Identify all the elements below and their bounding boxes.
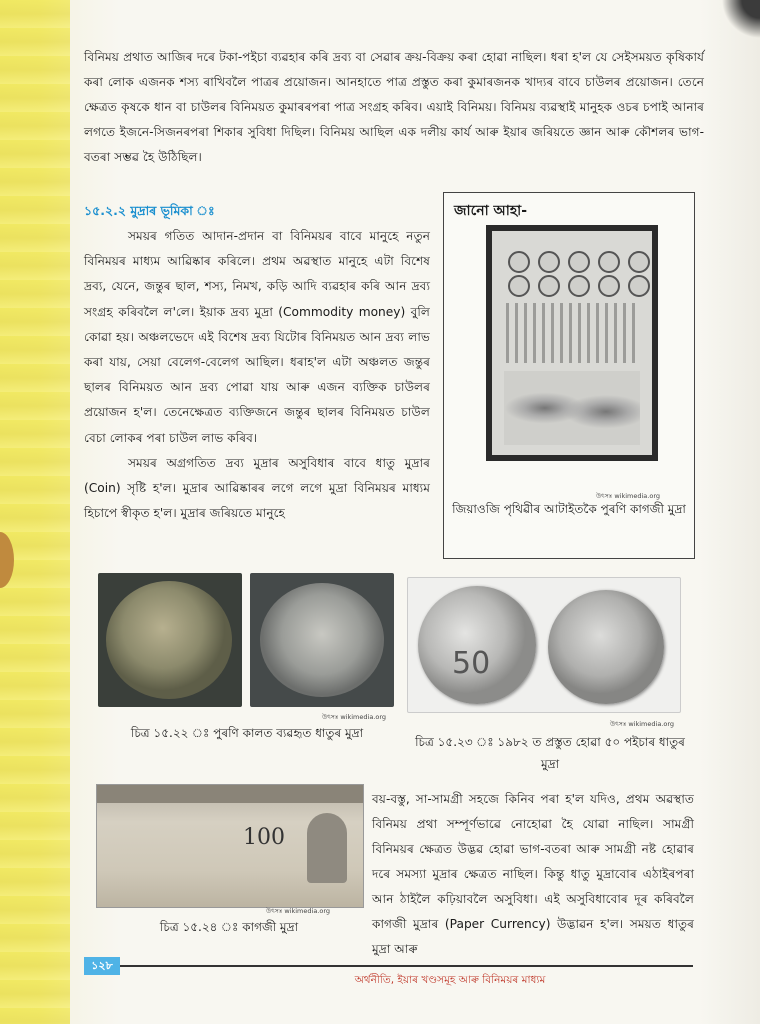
intro-paragraph: বিনিময় প্ৰথাত আজিৰ দৰে টকা-পইচা ব্যৱহাৰ কৰি দ্ৰব্য বা সেৱাৰ ক্ৰয়-বিক্ৰয় কৰা হোৱা নাছিল। ধৰা হ'ল যে সেইসময়ত কৃষিকাৰ্য কৰা লোক এজনক শস্য ৰাখিবলৈ পাত্ৰৰ প্ৰয়োজন। আনহাতে পাত্ৰ প্ৰস্তুত কৰা কুমাৰজনক খাদ্যৰ বাবে চাউলৰ প্ৰয়োজন। তেনে ক্ষেত্ৰত কৃষকে ধান বা চাউলৰ বিনিময়ত কুমাৰৰপৰা পাত্ৰ সংগ্ৰহ কৰিব। এয়াই বিনিময়। বিনিময় ব্যৱস্থাই মানুহক ওচৰ চপাই আনাৰ লগতে ইজনে-সিজনৰপৰা শিকাৰ সুবিধা দিছিল। বিনিময় আছিল এক দলীয় কাৰ্য আৰু ইয়াৰ জৰিয়তে জ্ঞান আৰু কৌশলৰ ভাগ-বতৰা সম্ভৱ হৈ উঠিছিল। (84, 50, 704, 164)
figure-caption: চিত্ৰ ১৫.২৩ ঃ ১৯৮২ ত প্ৰস্তুত হোৱা ৫০ পইচাৰ ধাতুৰ মুদ্ৰা (415, 735, 685, 771)
fifty-paise-coin-photo (407, 577, 681, 713)
banknote-photo (96, 784, 364, 908)
section-paragraph-1: সময়ৰ গতিত আদান-প্ৰদান বা বিনিময়ৰ বাবে মানুহে নতুন বিনিময়ৰ মাধ্যম আৱিষ্কাৰ কৰিলে। প্ৰথম অৱস্থাত মানুহে এটা বিশেষ দ্ৰব্য, যেনে, জন্তুৰ ছাল, শস্য, নিমখ, কড়ি আদি ব্যৱহাৰ কৰি আন দ্ৰব্য সংগ্ৰহ কৰিবলৈ ল'লে। ইয়াক দ্ৰব্য মুদ্ৰা (Commodity money) বুলি কোৱা হয়। অঞ্চলভেদে এই বিশেষ দ্ৰব্য যিটোৰ বিনিময়ত আন দ্ৰব্য লাভ কৰা যায়, সেয়া বেলেগ-বেলেগ আছিল। ধৰাহ'ল এটা অঞ্চলত জন্তুৰ ছালৰ বিনিময়ত আন দ্ৰব্য পোৱা যায় আৰু এজন ব্যক্তিক চাউলৰ প্ৰয়োজন হ'ল। তেনেক্ষেত্ৰত ব্যক্তিজনে জন্তুৰ ছালৰ বিনিময়ত চাউল বেচা লোকৰ পৰা চাউল লাভ কৰিব। (84, 229, 430, 445)
know-more-box (443, 192, 695, 559)
banknote-emblem (307, 813, 347, 883)
banknote-emblems (508, 275, 650, 297)
coin-reverse (548, 590, 664, 704)
section-heading: ১৫.২.২ মুদ্ৰাৰ ভূমিকা ঃ (84, 203, 215, 218)
banknote-value: 100 (243, 825, 285, 850)
section-body (84, 224, 430, 526)
ancient-coin (260, 583, 384, 697)
banknote-illustration (504, 371, 640, 445)
ancient-coin-photo-1 (98, 573, 242, 707)
closing-paragraph: বয়-বস্তু, সা-সামগ্ৰী সহজে কিনিব পৰা হ'ল যদিও, প্ৰথম অৱস্থাত বিনিময় প্ৰথা সম্পূৰ্ণভাৱে নোহোৱা হৈ যোৱা নাছিল। সামগ্ৰী বিনিময়ৰ ক্ষেত্ৰত উদ্ভৱ হোৱা ভাগ-বতৰা আৰু সামগ্ৰী নষ্ট হোৱাৰ দৰে সমস্যা মুদ্ৰাৰ ক্ষেত্ৰত নাছিল। কিন্তু ধাতু মুদ্ৰাবোৰ এঠাইৰপৰা আন ঠাইলৈ কঢ়িয়াবলৈ অসুবিধা। এই অসুবিধাবোৰ দূৰ কৰিবলৈ কাগজী মুদ্ৰাৰ (Paper Currency) উদ্ভাৱন হ'ল। সময়ত ধাতুৰ মুদ্ৰা আৰু (372, 792, 694, 956)
banknote-emblems (508, 251, 650, 273)
page-corner-shadow (720, 0, 760, 40)
ancient-coin-photo-2 (250, 573, 394, 707)
image-credit: উৎসঃ wikimedia.org (266, 907, 331, 915)
section-paragraph-2: সময়ৰ অগ্ৰগতিত দ্ৰব্য মুদ্ৰাৰ অসুবিধাৰ বাবে ধাতু মুদ্ৰাৰ (Coin) সৃষ্টি হ'ল। মুদ্ৰাৰ আৱিষ্কাৰৰ লগে লগে মুদ্ৰা বিনিময়ৰ মাধ্যম হিচাপে স্বীকৃত হ'ল। মুদ্ৰাৰ জৰিয়তে মানুহে (84, 455, 430, 521)
figure-caption: চিত্ৰ ১৫.২২ ঃ পুৰণি কালত ব্যৱহৃত ধাতুৰ মুদ্ৰা (130, 726, 364, 740)
know-more-caption: জিয়াওজি পৃথিৱীৰ আটাইতকৈ পুৰণি কাগজী মুদ্ৰা (452, 502, 686, 516)
banknote-inscription (506, 303, 636, 363)
footer-rule (100, 965, 693, 967)
ancient-coin (106, 581, 232, 699)
jiaozi-paper-money-image (486, 225, 658, 461)
coin-obverse (418, 586, 536, 704)
page-edge-highlight (0, 0, 70, 1024)
figure-caption: চিত্ৰ ১৫.২৪ ঃ কাগজী মুদ্ৰা (159, 920, 299, 934)
image-credit: উৎসঃ wikimedia.org (322, 713, 387, 721)
know-more-title: জানো আহা- (454, 203, 528, 219)
image-credit: উৎসঃ wikimedia.org (610, 720, 675, 728)
image-credit: উৎসঃ wikimedia.org (595, 492, 660, 500)
chapter-footer: অৰ্থনীতি, ইয়াৰ খণ্ডসমূহ আৰু বিনিময়ৰ মাধ্যম (354, 974, 546, 986)
banknote-band (97, 785, 363, 803)
page-number: ১২৮ (84, 957, 120, 975)
coin-value: 50 (452, 646, 491, 681)
